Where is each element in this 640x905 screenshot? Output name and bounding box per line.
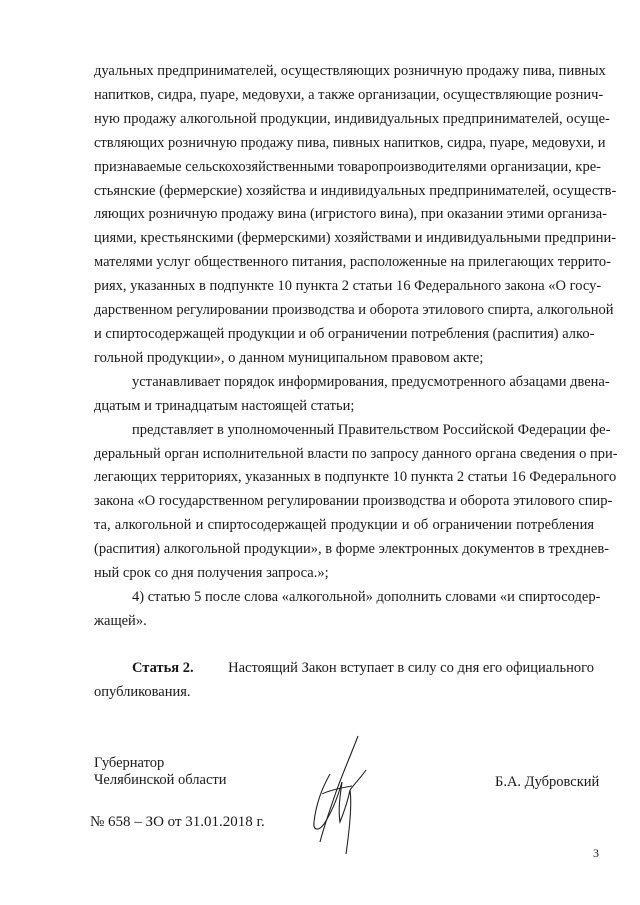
text-line: ный срок со дня получения запроса.»; bbox=[94, 565, 329, 582]
text-line: та, алкогольной и спиртосодержащей продукции и об ограничении потребления bbox=[94, 517, 594, 534]
signatory-title-line: Челябинской области bbox=[94, 772, 227, 788]
text-line: и спиртосодержащей продукции и об ограничении потребления (распития) алко- bbox=[94, 325, 595, 342]
text-line: гольной продукции», о данном муниципальном правовом акте; bbox=[94, 349, 484, 366]
text-line: риях, указанных в подпункте 10 пункта 2 статьи 16 Федерального закона «О госу- bbox=[94, 278, 602, 295]
text-line: мателями услуг общественного питания, расположенные на прилегающих террито- bbox=[94, 254, 612, 271]
signatory-title bbox=[94, 755, 227, 789]
article-row bbox=[94, 657, 594, 681]
text-line: ствляющих розничную продажу пива, пивных напитков, сидра, пуаре, медовухи, и bbox=[94, 134, 606, 151]
text-line: стьянские (фермерские) хозяйства и индивидуальных предпринимателей, осуществ- bbox=[94, 182, 617, 199]
text-line: 4) статью 5 после слова «алкогольной» дополнить словами «и спиртосодер- bbox=[132, 588, 601, 605]
article-2 bbox=[94, 657, 594, 705]
text-line: дарственном регулировании производства и оборота этилового спирта, алкогольной bbox=[94, 302, 614, 319]
text-line: закона «О государственном регулировании производства и оборота этилового спир- bbox=[94, 493, 613, 510]
text-line: деральный орган исполнительной власти по запросу данного органа сведения о при- bbox=[94, 445, 618, 462]
text-line: ную продажу алкогольной продукции, индивидуальных предпринимателей, осуще- bbox=[94, 110, 610, 127]
text-line: признаваемые сельскохозяйственными товаропроизводителями организации, кре- bbox=[94, 158, 601, 175]
signatory-name: Б.А. Дубровский bbox=[495, 774, 600, 790]
text-line: циями, крестьянскими (фермерскими) хозяйствами и индивидуальными предприни- bbox=[94, 230, 617, 247]
page-number: 3 bbox=[593, 846, 599, 860]
text-line: жащей». bbox=[94, 612, 147, 629]
text-line: представляет в уполномоченный Правительством Российской Федерации фе- bbox=[132, 421, 611, 438]
text-line: устанавливает порядок информирования, предусмотренного абзацами двена- bbox=[132, 373, 610, 390]
text-line: ляющих розничную продажу вина (игристого вина), при оказании этими организа- bbox=[94, 206, 607, 223]
signatory-title-line: Губернатор bbox=[94, 755, 165, 771]
handwritten-signature bbox=[300, 730, 390, 860]
text-line: легающих территориях, указанных в подпункте 10 пункта 2 статьи 16 Федерального bbox=[94, 469, 617, 486]
law-number: № 658 – ЗО от 31.01.2018 г. bbox=[90, 814, 265, 830]
text-line: (распития) алкогольной продукции», в форме электронных документов в трехднев- bbox=[94, 541, 609, 558]
article-label: Статья 2. bbox=[132, 660, 194, 676]
article-text-tail: опубликования. bbox=[94, 683, 191, 700]
article-text: Настоящий Закон вступает в силу со дня его официального bbox=[228, 660, 594, 676]
text-line: дуальных предпринимателей, осуществляющих розничную продажу пива, пивных bbox=[94, 63, 606, 79]
text-line: напитков, сидра, пуаре, медовухи, а также организации, осуществляющие рознич- bbox=[94, 86, 604, 103]
body-text bbox=[94, 60, 618, 634]
text-line: дцатым и тринадцатым настоящей статьи; bbox=[94, 397, 355, 414]
